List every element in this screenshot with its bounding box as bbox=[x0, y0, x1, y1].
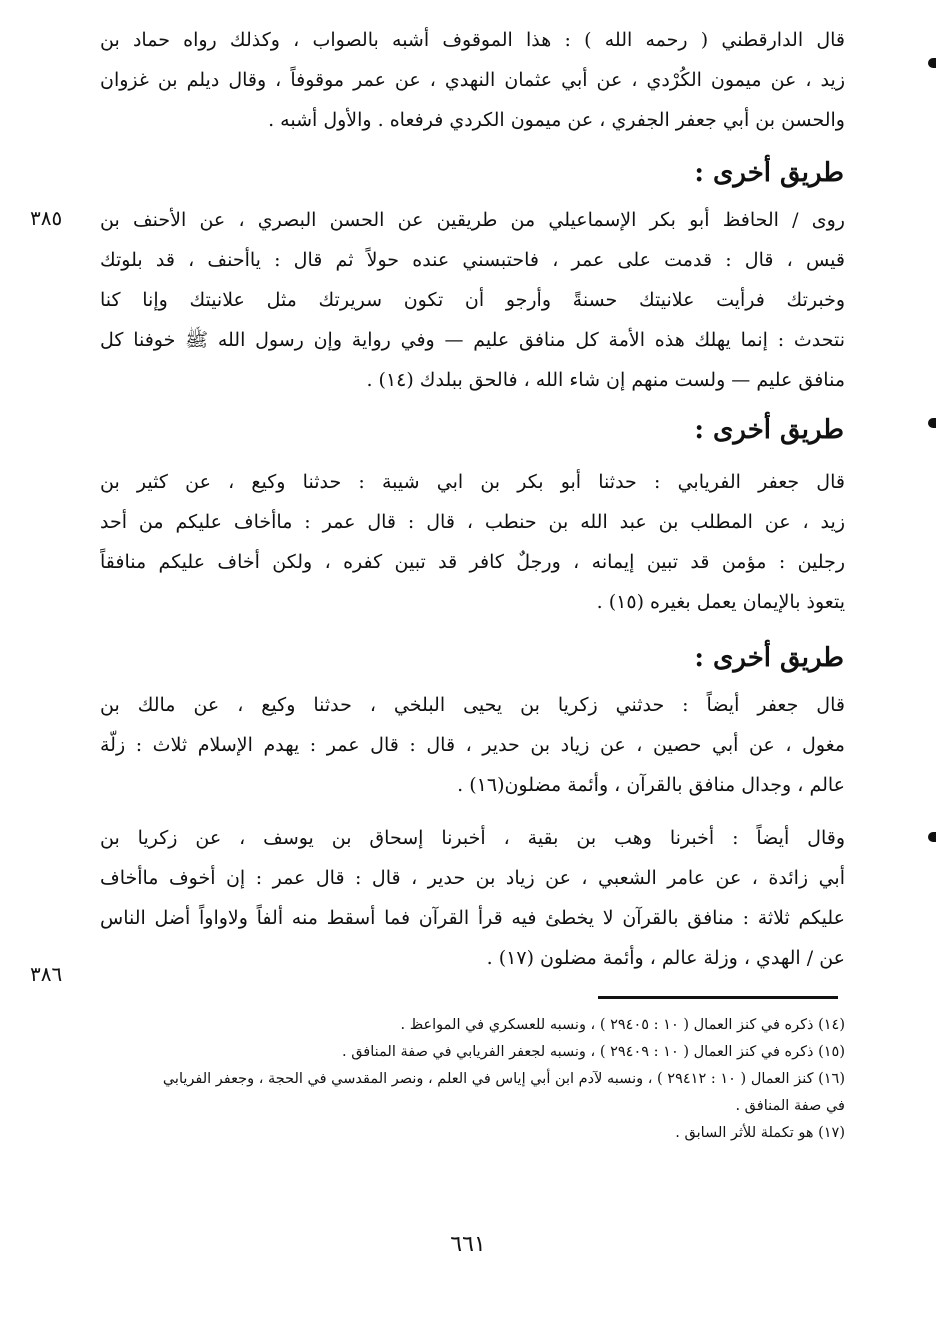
paragraph-3 bbox=[100, 462, 845, 622]
scan-edge-mark bbox=[928, 58, 936, 68]
section-heading-2: طريق أخرى : bbox=[694, 415, 844, 445]
text-line: قال جعفر الفريابي : حدثنا أبو بكر بن ابي شيبة : حدثنا وكيع ، عن كثير بن bbox=[100, 471, 845, 493]
text-line: وقال أيضاً : أخبرنا وهب بن بقية ، أخبرنا إسحاق بن يوسف ، عن زكريا بن bbox=[100, 827, 845, 849]
text-line: قال الدارقطني ( رحمه الله ) : هذا الموقوف أشبه بالصواب ، وكذلك رواه حماد بن bbox=[100, 29, 845, 51]
footnote: (١٧) هو تكملة للأثر السابق . bbox=[675, 1125, 845, 1141]
scan-edge-mark bbox=[928, 418, 936, 428]
text-line: روى / الحافظ أبو بكر الإسماعيلي من طريقين عن الحسن البصري ، عن الأحنف بن bbox=[100, 209, 845, 231]
text-line: قال جعفر أيضاً : حدثني زكريا بن يحيى البلخي ، حدثنا وكيع ، عن مالك بن bbox=[100, 694, 845, 716]
footnote-separator bbox=[598, 996, 838, 999]
text-line: زيد ، عن المطلب بن عبد الله بن حنطب ، قال : قال عمر : ماأخاف عليكم من أحد bbox=[100, 511, 845, 533]
section-heading-1: طريق أخرى : bbox=[694, 158, 844, 188]
text-line: قيس ، قال : قدمت على عمر ، فاحتبسني عنده حولاً ثم قال : ياأحنف ، قد بلوتك bbox=[100, 249, 845, 271]
text-line: رجلين : مؤمن قد تبين إيمانه ، ورجلٌ كافر قد تبين كفره ، ولكن أخاف عليكم منافقاً bbox=[100, 551, 845, 573]
text-line: يتعوذ بالإيمان يعمل بغيره (١٥) . bbox=[596, 591, 845, 613]
footnote: (١٦) كنز العمال ( ١٠ : ٢٩٤١٢ ) ، ونسبه لآدم ابن أبي إياس في العلم ، ونصر المقدسي في الحجة ، وجعفر الفريابي bbox=[162, 1071, 845, 1087]
paragraph-1 bbox=[100, 20, 845, 140]
section-heading-3: طريق أخرى : bbox=[694, 643, 844, 673]
text-line: عن / الهدي ، وزلة عالم ، وأئمة مضلون (١٧) . bbox=[486, 947, 845, 969]
page-number: ٦٦١ bbox=[450, 1232, 486, 1257]
footnote: في صفة المنافق . bbox=[735, 1098, 845, 1114]
paragraph-5 bbox=[100, 818, 845, 978]
margin-folio-number: ٣٨٦ bbox=[30, 962, 63, 986]
text-line: عالم ، وجدال منافق بالقرآن ، وأئمة مضلون(١٦) . bbox=[457, 774, 845, 796]
text-line: زيد ، عن ميمون الكُرْدي ، عن أبي عثمان النهدي ، عن عمر موقوفاً ، وقال ديلم بن غزوان bbox=[100, 69, 845, 91]
footnote: (١٥) ذكره في كنز العمال ( ١٠ : ٢٩٤٠٩ ) ، ونسبه لجعفر الفريابي في صفة المنافق . bbox=[342, 1044, 845, 1060]
margin-folio-number: ٣٨٥ bbox=[30, 206, 63, 230]
text-line: عليكم ثلاثة : منافق بالقرآن لا يخطئ فيه قرأ القرآن فما أسقط منه ألفاً ولاواواً أضل الناس bbox=[100, 907, 845, 929]
text-line: مغول ، عن أبي حصين ، عن زياد بن حدير ، قال : قال عمر : يهدم الإسلام ثلاث : زلّة bbox=[100, 734, 845, 756]
text-line: والحسن بن أبي جعفر الجفري ، عن ميمون الكردي فرفعاه . والأول أشبه . bbox=[268, 109, 845, 131]
text-line: وخبرتك فرأيت علانيتك حسنةً وأرجو أن تكون سريرتك مثل علانيتك وإنا كنا bbox=[100, 289, 845, 311]
scan-edge-mark bbox=[928, 832, 936, 842]
footnote: (١٤) ذكره في كنز العمال ( ١٠ : ٢٩٤٠٥ ) ، ونسبه للعسكري في المواعظ . bbox=[400, 1017, 845, 1033]
footnotes bbox=[100, 1012, 845, 1147]
text-line: نتحدث : إنما يهلك هذه الأمة كل منافق عليم — وفي رواية وإن رسول الله ﷺ خوفنا كل bbox=[100, 329, 845, 351]
text-line: أبي زائدة ، عن عامر الشعبي ، عن زياد بن حدير ، قال : قال عمر : إن أخوف ماأخاف bbox=[100, 867, 845, 889]
paragraph-2 bbox=[100, 200, 845, 400]
text-line: منافق عليم — ولست منهم إن شاء الله ، فالحق ببلدك (١٤) . bbox=[366, 369, 845, 391]
paragraph-4 bbox=[100, 685, 845, 805]
